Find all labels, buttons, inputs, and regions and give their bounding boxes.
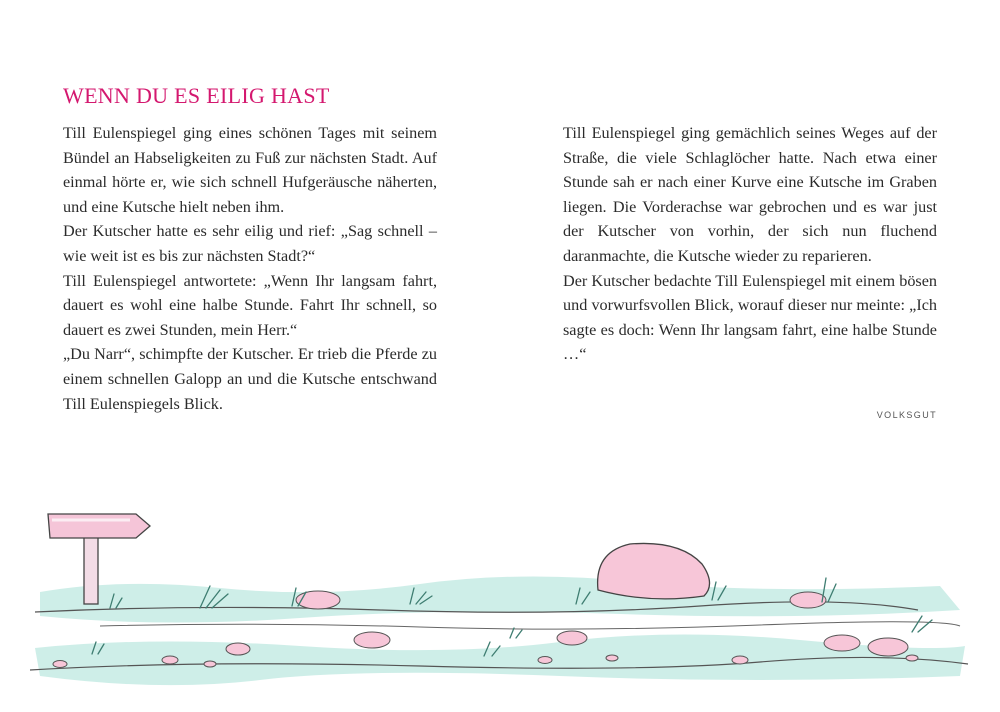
paragraph: Der Kutscher hatte es sehr eilig und rief: „Sag schnell – wie weit ist es bis zur nächsten Stadt?“ <box>63 222 437 265</box>
page-title: WENN DU ES EILIG HAST <box>63 82 330 108</box>
story-column-left <box>63 121 437 416</box>
rock-large-icon <box>598 543 710 598</box>
paragraph: Till Eulenspiegel ging gemächlich seines Weges auf der Straße, die viele Schlaglöcher hatte. Nach etwa einer Stunde sah er nach einer Kurve eine Kutsche im Graben liegen. Die Vorderachse war gebrochen und es war just der Kutscher von vorhin, der sich nun fluchend daranmachte, die Kutsche wieder zu reparieren. <box>563 124 937 265</box>
paragraph: Till Eulenspiegel ging eines schönen Tages mit seinem Bündel an Habseligkeiten zu Fuß zur nächsten Stadt. Auf einmal hörte er, wie sich schnell Hufgeräusche näherten, und eine Kutsche hielt neben ihm. <box>63 124 437 216</box>
road-illustration <box>0 480 1000 712</box>
source-credit: VOLKSGUT <box>876 410 937 420</box>
paragraph: Der Kutscher bedachte Till Eulenspiegel mit einem bösen und vorwurfsvollen Blick, worauf dieser nur meinte: „Ich sagte es doch: Wenn Ihr langsam fahrt, eine halbe Stunde …“ <box>563 271 937 364</box>
paragraph: „Du Narr“, schimpfte der Kutscher. Er trieb die Pferde zu einem schnellen Galopp an und die Kutsche entschwand Till Eulenspiegels Blick. <box>63 345 437 413</box>
road-line-middle <box>100 622 960 629</box>
paragraph: Till Eulenspiegel antwortete: „Wenn Ihr langsam fahrt, dauert es wohl eine halbe Stunde. Fahrt Ihr schnell, so dauert es zwei Stunden, mein Herr.“ <box>63 271 437 339</box>
story-column-right <box>563 121 937 367</box>
